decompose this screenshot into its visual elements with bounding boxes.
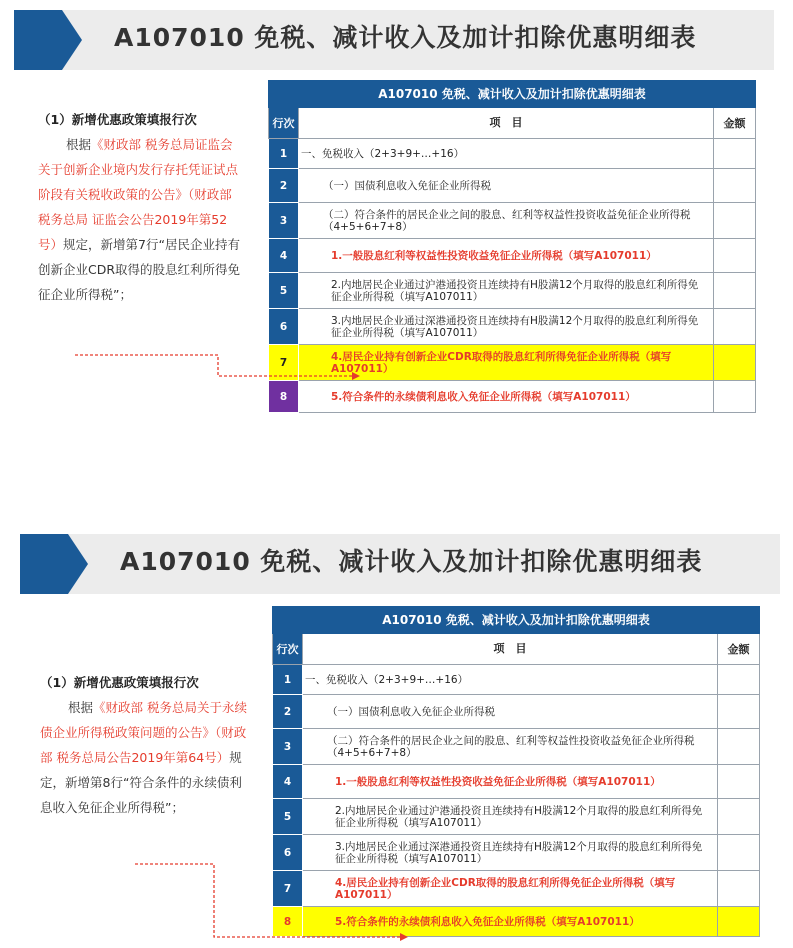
row-item: 一、免税收入（2+3+9+…+16）: [303, 665, 718, 695]
row-item: （二）符合条件的居民企业之间的股息、红利等权益性投资收益免征企业所得税（4+5+6+7+8）: [299, 203, 714, 239]
col-amount-header: 金额: [713, 108, 755, 139]
row-number: 7: [269, 345, 299, 381]
connector-arrow: [0, 474, 793, 948]
row-number: 7: [273, 871, 303, 907]
note-prefix: 根据: [66, 137, 92, 152]
row-item: 3.内地居民企业通过深港通投资且连续持有H股满12个月取得的股息红利所得免征企业所得税（填写A107011）: [299, 309, 714, 345]
row-number: 3: [273, 729, 303, 765]
row-item: 3.内地居民企业通过深港通投资且连续持有H股满12个月取得的股息红利所得免征企业所得税（填写A107011）: [303, 835, 718, 871]
row-number: 6: [269, 309, 299, 345]
row-item: 2.内地居民企业通过沪港通投资且连续持有H股满12个月取得的股息红利所得免征企业所得税（填写A107011）: [299, 273, 714, 309]
row-number: 1: [269, 139, 299, 169]
col-amount-header: 金额: [717, 634, 759, 665]
row-number: 6: [273, 835, 303, 871]
policy-citation: 《财政部 税务总局证监会关于创新企业境内发行存托凭证试点阶段有关税收政策的公告》（财政部 税务总局 证监会公告2019年第52号）: [38, 137, 239, 252]
page-title: A107010 免税、减计收入及加计扣除优惠明细表: [120, 547, 703, 576]
row-number: 1: [273, 665, 303, 695]
row-number: 2: [273, 695, 303, 729]
policy-citation: 《财政部 税务总局关于永续债企业所得税政策问题的公告》（财政部 税务总局公告2019年第64号）: [40, 700, 247, 765]
row-number: 2: [269, 169, 299, 203]
col-rowno-header: 行次: [273, 634, 303, 665]
note-prefix: 根据: [68, 700, 94, 715]
note-heading: （1）新增优惠政策填报行次: [40, 675, 199, 690]
note-suffix: 规定，新增第8行“符合条件的永续债利息收入免征企业所得税”；: [40, 750, 242, 815]
col-item-header: 项 目: [303, 634, 718, 665]
row-item: 4.居民企业持有创新企业CDR取得的股息红利所得免征企业所得税（填写A107011）: [303, 871, 718, 907]
row-item: 1.一般股息红利等权益性投资收益免征企业所得税（填写A107011）: [299, 239, 714, 273]
connector-arrow: [0, 0, 793, 470]
row-number: 4: [273, 765, 303, 799]
slide-1: [0, 0, 793, 470]
row-item: （一）国债利息收入免征企业所得税: [303, 695, 718, 729]
col-rowno-header: 行次: [269, 108, 299, 139]
table-caption: A107010 免税、减计收入及加计扣除优惠明细表: [269, 81, 756, 108]
row-item: 5.符合条件的永续债利息收入免征企业所得税（填写A107011）: [299, 381, 714, 413]
row-number: 5: [269, 273, 299, 309]
row-item: （二）符合条件的居民企业之间的股息、红利等权益性投资收益免征企业所得税（4+5+6+7+8）: [303, 729, 718, 765]
row-number: 3: [269, 203, 299, 239]
row-item: 4.居民企业持有创新企业CDR取得的股息红利所得免征企业所得税（填写A107011）: [299, 345, 714, 381]
slide-2: [0, 474, 793, 948]
row-number: 8: [273, 907, 303, 937]
page-title: A107010 免税、减计收入及加计扣除优惠明细表: [114, 23, 697, 52]
row-item: 5.符合条件的永续债利息收入免征企业所得税（填写A107011）: [303, 907, 718, 937]
row-item: 2.内地居民企业通过沪港通投资且连续持有H股满12个月取得的股息红利所得免征企业所得税（填写A107011）: [303, 799, 718, 835]
table-caption: A107010 免税、减计收入及加计扣除优惠明细表: [273, 607, 760, 634]
row-number: 4: [269, 239, 299, 273]
row-number: 8: [269, 381, 299, 413]
col-item-header: 项 目: [299, 108, 714, 139]
note-suffix: 规定，新增第7行“居民企业持有创新企业CDR取得的股息红利所得免征企业所得税”；: [38, 237, 241, 302]
row-item: 1.一般股息红利等权益性投资收益免征企业所得税（填写A107011）: [303, 765, 718, 799]
row-number: 5: [273, 799, 303, 835]
note-heading: （1）新增优惠政策填报行次: [38, 112, 197, 127]
row-item: （一）国债利息收入免征企业所得税: [299, 169, 714, 203]
row-item: 一、免税收入（2+3+9+…+16）: [299, 139, 714, 169]
